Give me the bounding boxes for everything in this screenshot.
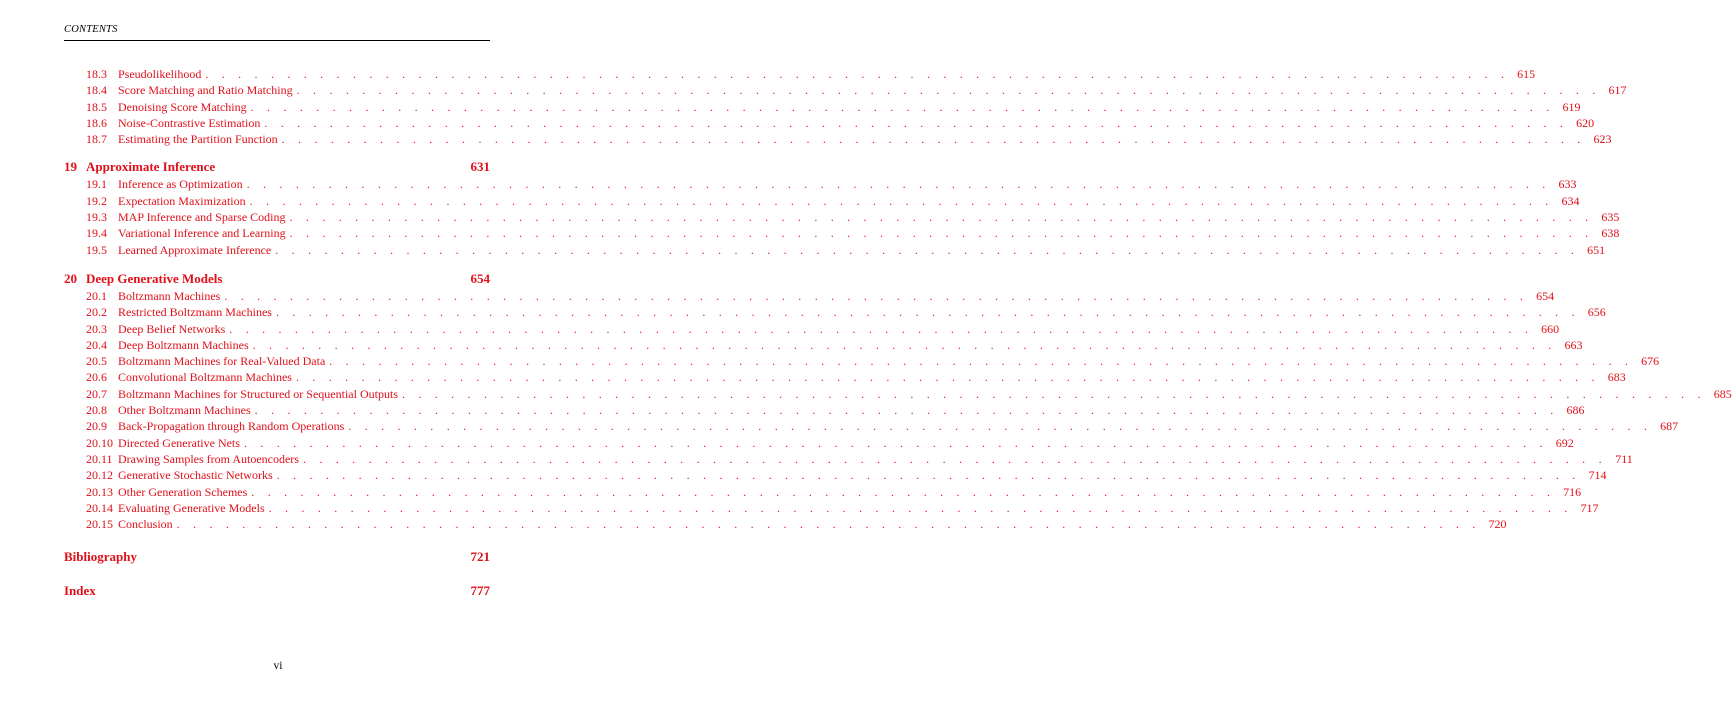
chapter-20-section-list	[64, 288, 1732, 532]
bibliography-page: 721	[470, 549, 490, 565]
leader-dots: . . . . . . . . . . . . . . . . . . . . . . . . . . . . . . . . . . . . . . . . . . . . . . . . . . . . . . . . . . . . . . . . . . . . . . . . . . . . . . . .	[289, 226, 1594, 241]
section-number: 20.8	[86, 403, 107, 418]
chapter-page: 654	[470, 270, 490, 286]
section-title: MAP Inference and Sparse Coding	[118, 210, 286, 225]
chapter-20-entry[interactable]	[64, 270, 490, 288]
toc-section-entry[interactable]	[64, 516, 1507, 532]
leader-dots: . . . . . . . . . . . . . . . . . . . . . . . . . . . . . . . . . . . . . . . . . . . . . . . . . . . . . . . . . . . . . . . . . . . . . . . . . . . . . . . .	[252, 337, 1557, 352]
chapter-title: Approximate Inference	[86, 159, 216, 175]
section-number: 19.1	[86, 177, 107, 192]
section-title: Variational Inference and Learning	[118, 226, 286, 241]
chapter-19-section-list	[64, 176, 1620, 257]
leader-dots: . . . . . . . . . . . . . . . . . . . . . . . . . . . . . . . . . . . . . . . . . . . . . . . . . . . . . . . . . . . . . . . . . . . . . . . . . . . . . . . .	[264, 115, 1569, 130]
section-page: 686	[1566, 403, 1585, 418]
section-page: 692	[1555, 435, 1574, 450]
section-number: 18.4	[86, 83, 107, 98]
section-page: 620	[1576, 115, 1595, 130]
section-page: 634	[1561, 193, 1580, 208]
toc-section-entry[interactable]	[64, 176, 1577, 192]
section-number: 20.4	[86, 337, 107, 352]
leader-dots: . . . . . . . . . . . . . . . . . . . . . . . . . . . . . . . . . . . . . . . . . . . . . . . . . . . . . . . . . . . . . . . . . . . . . . . . . . . . . . . .	[251, 484, 1556, 499]
section-title: Boltzmann Machines	[118, 288, 221, 303]
section-number: 20.1	[86, 288, 107, 303]
leader-dots: . . . . . . . . . . . . . . . . . . . . . . . . . . . . . . . . . . . . . . . . . . . . . . . . . . . . . . . . . . . . . . . . . . . . . . . . . . . . . . . .	[249, 193, 1554, 208]
section-page: 687	[1660, 419, 1679, 434]
section-title: Conclusion	[118, 517, 173, 532]
section-number: 18.3	[86, 67, 107, 81]
toc-section-entry[interactable]	[64, 369, 1626, 385]
leader-dots: . . . . . . . . . . . . . . . . . . . . . . . . . . . . . . . . . . . . . . . . . . . . . . . . . . . . . . . . . . . . . . . . . . . . . . . . . . . . . . . .	[268, 500, 1573, 515]
section-page: 654	[1536, 288, 1555, 303]
section-number: 20.3	[86, 321, 107, 336]
section-page: 714	[1588, 468, 1607, 483]
toc-section-entry[interactable]	[64, 288, 1555, 304]
leader-dots: . . . . . . . . . . . . . . . . . . . . . . . . . . . . . . . . . . . . . . . . . . . . . . . . . . . . . . . . . . . . . . . . . . . . . . . . . . . . . . . .	[243, 435, 1548, 450]
section-number: 20.7	[86, 386, 107, 401]
index-entry[interactable]	[64, 582, 490, 600]
section-page: 685	[1713, 386, 1732, 401]
leader-dots: . . . . . . . . . . . . . . . . . . . . . . . . . . . . . . . . . . . . . . . . . . . . . . . . . . . . . . . . . . . . . . . . . . . . . . . . . . . . . . . .	[329, 354, 1634, 369]
bibliography-title: Bibliography	[64, 549, 137, 565]
section-number: 20.11	[86, 451, 113, 466]
section-title: Other Generation Schemes	[118, 484, 248, 499]
index-page: 777	[470, 583, 490, 599]
leader-dots: . . . . . . . . . . . . . . . . . . . . . . . . . . . . . . . . . . . . . . . . . . . . . . . . . . . . . . . . . . . . . . . . . . . . . . . . . . . . . . . .	[348, 419, 1653, 434]
section-title: Restricted Boltzmann Machines	[118, 305, 272, 320]
toc-section-entry[interactable]	[64, 467, 1607, 483]
section-number: 19.5	[86, 242, 107, 257]
toc-section-entry[interactable]	[64, 193, 1580, 209]
section-number: 20.5	[86, 354, 107, 369]
section-title: Boltzmann Machines for Structured or Sequential Outputs	[118, 386, 398, 401]
section-title: Back-Propagation through Random Operations	[118, 419, 345, 434]
section-page: 663	[1564, 337, 1583, 352]
leader-dots: . . . . . . . . . . . . . . . . . . . . . . . . . . . . . . . . . . . . . . . . . . . . . . . . . . . . . . . . . . . . . . . . . . . . . . . . . . . . . . . .	[295, 370, 1600, 385]
toc-section-entry[interactable]	[64, 242, 1606, 258]
section-page: 711	[1615, 451, 1633, 466]
section-number: 20.6	[86, 370, 107, 385]
section-number: 20.2	[86, 305, 107, 320]
section-number: 19.4	[86, 226, 107, 241]
toc-section-entry[interactable]	[64, 66, 1536, 82]
index-title: Index	[64, 583, 96, 599]
leader-dots: . . . . . . . . . . . . . . . . . . . . . . . . . . . . . . . . . . . . . . . . . . . . . . . . . . . . . . . . . . . . . . . . . . . . . . . . . . . . . . . .	[275, 242, 1580, 257]
leader-dots: . . . . . . . . . . . . . . . . . . . . . . . . . . . . . . . . . . . . . . . . . . . . . . . . . . . . . . . . . . . . . . . . . . . . . . . . . . . . . . . .	[401, 386, 1706, 401]
section-number: 20.9	[86, 419, 107, 434]
bibliography-entry[interactable]	[64, 548, 490, 566]
leader-dots: . . . . . . . . . . . . . . . . . . . . . . . . . . . . . . . . . . . . . . . . . . . . . . . . . . . . . . . . . . . . . . . . . . . . . . . . . . . . . . . .	[205, 67, 1510, 81]
leader-dots: . . . . . . . . . . . . . . . . . . . . . . . . . . . . . . . . . . . . . . . . . . . . . . . . . . . . . . . . . . . . . . . . . . . . . . . . . . . . . . . .	[296, 83, 1601, 98]
section-number: 18.5	[86, 99, 107, 114]
section-title: Evaluating Generative Models	[118, 500, 265, 515]
leader-dots: . . . . . . . . . . . . . . . . . . . . . . . . . . . . . . . . . . . . . . . . . . . . . . . . . . . . . . . . . . . . . . . . . . . . . . . . . . . . . . . .	[254, 403, 1559, 418]
section-title: Generative Stochastic Networks	[118, 468, 273, 483]
toc-section-entry[interactable]	[64, 402, 1585, 418]
section-title: Deep Boltzmann Machines	[118, 337, 249, 352]
section-page: 633	[1558, 177, 1577, 192]
toc-section-entry[interactable]	[64, 418, 1679, 434]
leader-dots: . . . . . . . . . . . . . . . . . . . . . . . . . . . . . . . . . . . . . . . . . . . . . . . . . . . . . . . . . . . . . . . . . . . . . . . . . . . . . . . .	[224, 288, 1529, 303]
section-number: 20.15	[86, 517, 113, 532]
toc-section-entry[interactable]	[64, 131, 1612, 147]
section-number: 20.14	[86, 500, 113, 515]
section-title: Convolutional Boltzmann Machines	[118, 370, 292, 385]
leader-dots: . . . . . . . . . . . . . . . . . . . . . . . . . . . . . . . . . . . . . . . . . . . . . . . . . . . . . . . . . . . . . . . . . . . . . . . . . . . . . . . .	[276, 468, 1581, 483]
section-page: 619	[1562, 99, 1581, 114]
leader-dots: . . . . . . . . . . . . . . . . . . . . . . . . . . . . . . . . . . . . . . . . . . . . . . . . . . . . . . . . . . . . . . . . . . . . . . . . . . . . . . . .	[250, 99, 1555, 114]
section-title: Estimating the Partition Function	[118, 132, 278, 147]
leader-dots: . . . . . . . . . . . . . . . . . . . . . . . . . . . . . . . . . . . . . . . . . . . . . . . . . . . . . . . . . . . . . . . . . . . . . . . . . . . . . . . .	[302, 451, 1607, 466]
section-page: 615	[1517, 67, 1536, 81]
leader-dots: . . . . . . . . . . . . . . . . . . . . . . . . . . . . . . . . . . . . . . . . . . . . . . . . . . . . . . . . . . . . . . . . . . . . . . . . . . . . . . . .	[246, 177, 1551, 192]
section-number: 18.6	[86, 115, 107, 130]
section-number: 18.7	[86, 132, 107, 147]
section-number: 19.3	[86, 210, 107, 225]
toc-section-entry[interactable]	[64, 99, 1581, 115]
toc-section-entry[interactable]	[64, 353, 1660, 369]
section-title: Drawing Samples from Autoencoders	[118, 451, 299, 466]
chapter-number: 19	[64, 159, 77, 175]
section-page: 683	[1607, 370, 1626, 385]
section-number: 20.12	[86, 468, 113, 483]
table-of-contents	[64, 66, 1732, 600]
section-title: Score Matching and Ratio Matching	[118, 83, 293, 98]
section-title: Directed Generative Nets	[118, 435, 240, 450]
leader-dots: . . . . . . . . . . . . . . . . . . . . . . . . . . . . . . . . . . . . . . . . . . . . . . . . . . . . . . . . . . . . . . . . . . . . . . . . . . . . . . . .	[289, 210, 1594, 225]
running-head: CONTENTS	[64, 24, 118, 35]
leader-dots: . . . . . . . . . . . . . . . . . . . . . . . . . . . . . . . . . . . . . . . . . . . . . . . . . . . . . . . . . . . . . . . . . . . . . . . . . . . . . . . .	[176, 517, 1481, 532]
toc-section-entry[interactable]	[64, 209, 1620, 225]
section-title: Denoising Score Matching	[118, 99, 247, 114]
toc-section-entry[interactable]	[64, 337, 1583, 353]
section-page: 635	[1601, 210, 1620, 225]
section-page: 660	[1541, 321, 1560, 336]
chapter-page: 631	[470, 159, 490, 175]
section-number: 20.10	[86, 435, 113, 450]
section-page: 656	[1587, 305, 1606, 320]
leader-dots: . . . . . . . . . . . . . . . . . . . . . . . . . . . . . . . . . . . . . . . . . . . . . . . . . . . . . . . . . . . . . . . . . . . . . . . . . . . . . . . .	[281, 132, 1586, 147]
section-page: 651	[1587, 242, 1606, 257]
leader-dots: . . . . . . . . . . . . . . . . . . . . . . . . . . . . . . . . . . . . . . . . . . . . . . . . . . . . . . . . . . . . . . . . . . . . . . . . . . . . . . . .	[275, 305, 1580, 320]
section-page: 716	[1563, 484, 1582, 499]
section-page: 676	[1641, 354, 1660, 369]
section-title: Other Boltzmann Machines	[118, 403, 251, 418]
section-title: Inference as Optimization	[118, 177, 243, 192]
section-page: 623	[1593, 132, 1612, 147]
section-title: Boltzmann Machines for Real-Valued Data	[118, 354, 326, 369]
section-title: Pseudolikelihood	[118, 67, 202, 81]
section-page: 720	[1488, 517, 1507, 532]
chapter-19-entry[interactable]	[64, 158, 490, 176]
section-number: 19.2	[86, 193, 107, 208]
toc-section-entry[interactable]	[64, 321, 1560, 337]
section-page: 638	[1601, 226, 1620, 241]
toc-section-entry[interactable]	[64, 225, 1620, 241]
toc-section-entry[interactable]	[64, 115, 1595, 131]
section-page: 617	[1608, 83, 1627, 98]
leader-dots: . . . . . . . . . . . . . . . . . . . . . . . . . . . . . . . . . . . . . . . . . . . . . . . . . . . . . . . . . . . . . . . . . . . . . . . . . . . . . . . .	[229, 321, 1534, 336]
chapter-title: Deep Generative Models	[86, 270, 223, 286]
chapter-number: 20	[64, 270, 77, 286]
toc-section-entry[interactable]	[64, 500, 1599, 516]
toc-section-entry[interactable]	[64, 484, 1582, 500]
section-title: Learned Approximate Inference	[118, 242, 272, 257]
section-number: 20.13	[86, 484, 113, 499]
section-page: 717	[1580, 500, 1599, 515]
section-title: Deep Belief Networks	[118, 321, 226, 336]
toc-section-entry[interactable]	[64, 304, 1606, 320]
section-title: Expectation Maximization	[118, 193, 246, 208]
header-rule	[64, 40, 490, 41]
toc-section-entry[interactable]	[64, 82, 1627, 98]
toc-section-entry[interactable]	[64, 451, 1633, 467]
pre-section-list	[64, 66, 1627, 147]
page-number: vi	[273, 660, 283, 672]
section-title: Noise-Contrastive Estimation	[118, 115, 261, 130]
toc-section-entry[interactable]	[64, 435, 1574, 451]
toc-section-entry[interactable]	[64, 386, 1732, 402]
